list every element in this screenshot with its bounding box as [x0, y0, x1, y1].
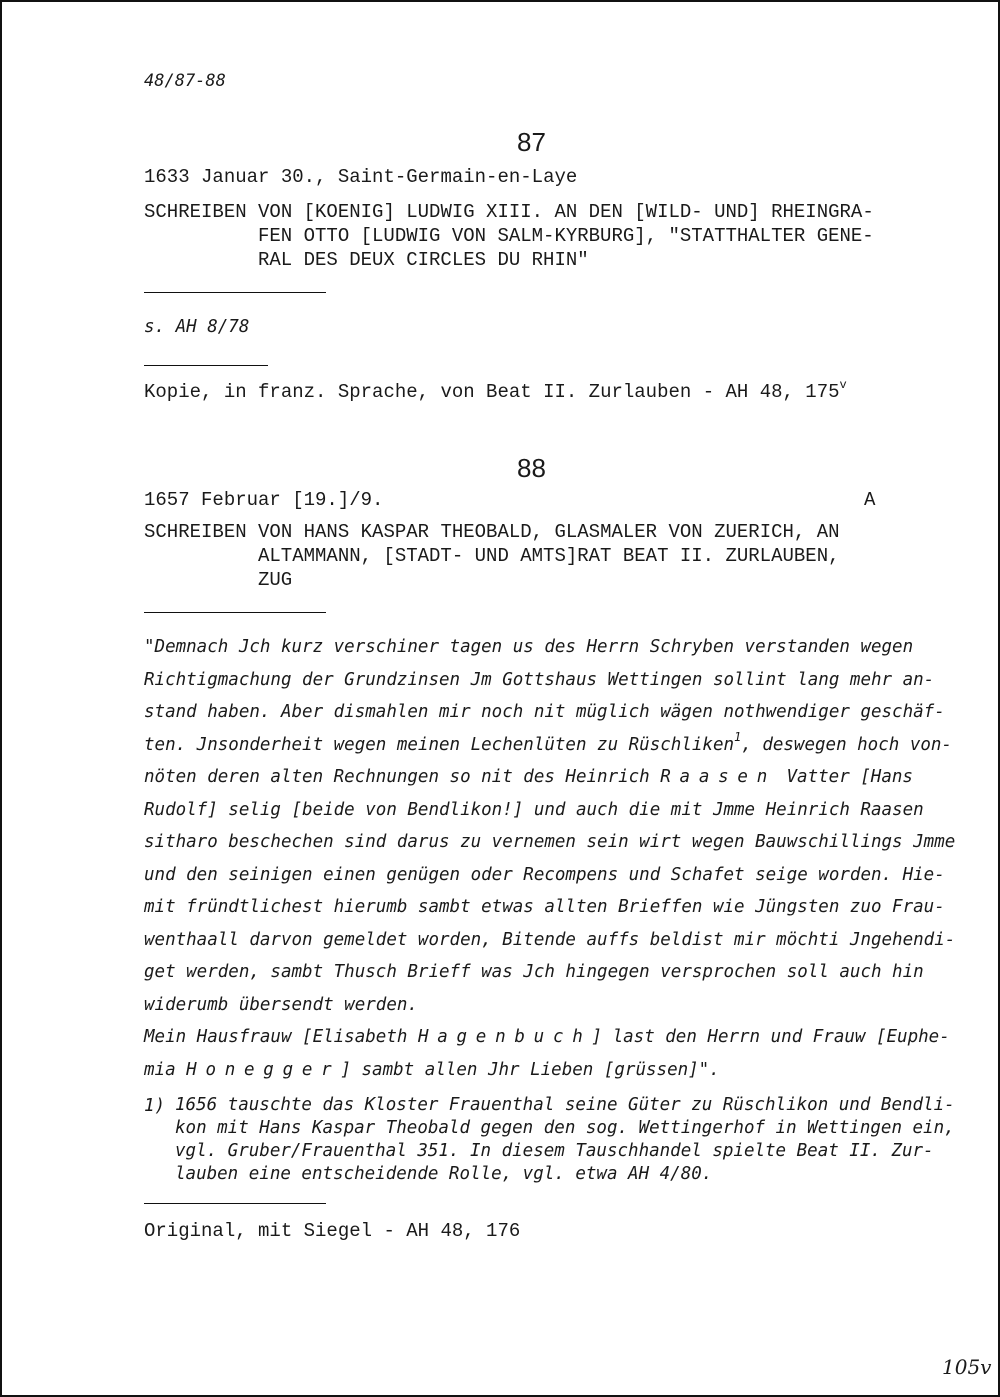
footnote-line: lauben eine entscheidende Rolle, vgl. etwa AH 4/80. [175, 1164, 713, 1184]
text-line: "Demnach Jch kurz verschiner tagen us des Herrn Schryben verstanden wegen [144, 637, 914, 657]
separator-rule [144, 365, 268, 366]
text-segment: mia [144, 1059, 187, 1080]
text-line: und den seinigen einen genügen oder Recompens und Schafet seige worden. Hie- [144, 864, 945, 885]
entry-88-original-note: Original, mit Siegel - AH 48, 176 [144, 1220, 521, 1242]
entry-88-number: 88 [517, 453, 546, 483]
entry-87-heading [144, 200, 874, 272]
folio-mark: 105v [942, 1355, 992, 1379]
text-line: sitharo beschechen sind darus zu vernemen sein wirt wegen Bauwschillings Jmme [144, 832, 956, 852]
text-line: stand haben. Aber dismahlen mir noch nit müglich wägen nothwendiger geschäf- [144, 702, 945, 722]
text-segment: ten. Jnsonderheit wegen meinen Lechenlüten zu Rüschliken [144, 734, 735, 755]
text-line: get werden, sambt Thusch Brieff was Jch hingegen versprochen soll auch hin [144, 962, 924, 982]
separator-rule [144, 1203, 326, 1204]
footnote-marker: 1) [144, 1096, 166, 1116]
footnote-line: vgl. Gruber/Frauenthal 351. In diesem Tauschhandel spielte Beat II. Zur- [175, 1141, 934, 1161]
text-segment: , deswegen hoch von- [741, 734, 952, 755]
text-line: Richtigmachung der Grundzinsen Jm Gottshaus Wettingen sollint lang mehr an- [144, 669, 935, 690]
text-line: wenthaall darvon gemeldet worden, Bitende auffs beldist mir möchti Jngehendi- [144, 929, 956, 950]
heading-line: FEN OTTO [LUDWIG VON SALM-KYRBURG], "STATTHALTER GENE- [258, 225, 874, 247]
text-line [144, 729, 955, 762]
footnote [175, 1094, 955, 1186]
spaced-name: Honegger [186, 1059, 341, 1080]
entry-88-date: 1657 Februar [19.]/9. [144, 489, 384, 511]
entry-87-number: 87 [517, 127, 546, 157]
copy-note-text: Kopie, in franz. Sprache, von Beat II. Zurlauben - AH 48, 175 [144, 381, 840, 403]
entry-87-date: 1633 Januar 30., Saint-Germain-en-Laye [144, 166, 578, 188]
separator-rule [144, 292, 326, 293]
entry-87-copy-note [144, 378, 847, 403]
letter-transcription [144, 631, 955, 1086]
text-line: mit fründtlichest hierumb sambt etwas allten Brieffen wie Jüngsten zuo Frau- [144, 897, 945, 917]
text-segment: nöten deren alten Rechnungen so nit des Heinrich [144, 767, 661, 787]
heading-line: RAL DES DEUX CIRCLES DU RHIN" [258, 249, 589, 271]
heading-line: SCHREIBEN VON HANS KASPAR THEOBALD, GLASMALER VON ZUERICH, AN [144, 521, 840, 543]
copy-note-superscript: v [839, 378, 847, 392]
text-line [144, 1021, 955, 1054]
footnote-reference: 1 [734, 729, 742, 744]
spaced-name: Raasen [660, 767, 776, 787]
entry-87-see-reference: s. AH 8/78 [144, 317, 250, 337]
footnote-line: 1656 tauschte das Kloster Frauenthal seine Güter zu Rüschlikon und Bendli- [175, 1095, 955, 1115]
text-segment: Mein Hausfrauw [Elisabeth [144, 1027, 418, 1047]
text-line: widerumb übersendt werden. [144, 994, 418, 1015]
separator-rule [144, 612, 326, 613]
text-line [144, 761, 955, 794]
text-segment: Vatter [Hans [775, 767, 913, 787]
text-segment: ] sambt allen Jhr Lieben [grüssen]". [340, 1059, 720, 1080]
heading-line: ALTAMMANN, [STADT- UND AMTS]RAT BEAT II. ZURLAUBEN, [258, 545, 840, 567]
text-line [144, 1054, 955, 1087]
entry-88-marker: A [864, 489, 876, 511]
text-segment: ] last den Herrn und Frauw [Euphe- [591, 1027, 950, 1047]
page-reference: 48/87-88 [144, 71, 226, 91]
spaced-name: Hagenbuch [417, 1027, 592, 1047]
heading-line: SCHREIBEN VON [KOENIG] LUDWIG XIII. AN DEN [WILD- UND] RHEINGRA- [144, 201, 874, 223]
text-line: Rudolf] selig [beide von Bendlikon!] und auch die mit Jmme Heinrich Raasen [144, 799, 924, 820]
footnote-line: kon mit Hans Kaspar Theobald gegen den sog. Wettingerhof in Wettingen ein, [175, 1118, 955, 1138]
heading-line: ZUG [258, 569, 293, 591]
entry-88-heading [144, 520, 840, 592]
